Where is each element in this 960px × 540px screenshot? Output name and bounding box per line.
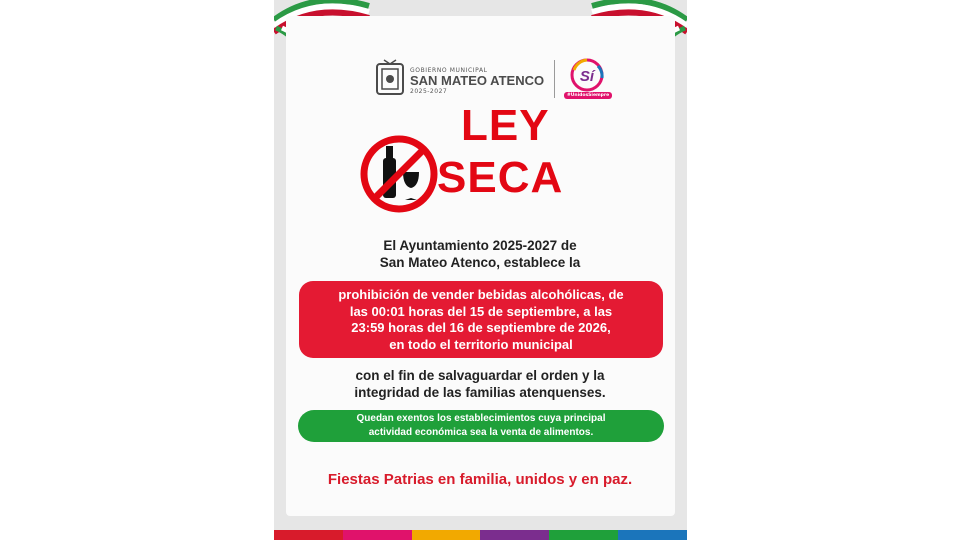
color-segment xyxy=(618,530,687,540)
color-segment xyxy=(480,530,549,540)
government-label: GOBIERNO MUNICIPAL xyxy=(410,67,488,74)
brand-color-bar xyxy=(274,530,687,540)
municipal-seal-icon xyxy=(374,58,406,98)
exemption-box xyxy=(298,410,664,442)
prohibition-line: en todo el territorio municipal xyxy=(389,336,573,352)
header-logos xyxy=(374,58,614,100)
purpose-line: integridad de las familias atenquenses. xyxy=(354,385,606,400)
term-years: 2025-2027 xyxy=(410,88,448,95)
intro-line: El Ayuntamiento 2025-2027 de xyxy=(383,238,577,253)
purpose-text xyxy=(320,367,640,401)
color-segment xyxy=(549,530,618,540)
prohibition-box xyxy=(299,281,663,358)
title-ley: LEY xyxy=(461,101,550,150)
purpose-line: con el fin de salvaguardar el orden y la xyxy=(355,368,605,383)
slogan: Fiestas Patrias en familia, unidos y en paz. xyxy=(327,471,633,488)
color-segment xyxy=(412,530,481,540)
exemption-line: Quedan exentos los establecimientos cuya principal xyxy=(356,413,606,424)
color-segment xyxy=(274,530,343,540)
no-alcohol-icon xyxy=(359,134,439,214)
si-logo-icon xyxy=(570,58,604,92)
logo-divider xyxy=(554,60,555,98)
exemption-line: actividad económica sea la venta de alimentos. xyxy=(368,427,594,438)
color-segment xyxy=(343,530,412,540)
municipality-name: SAN MATEO ATENCO xyxy=(410,73,545,88)
si-logo-text: Sí xyxy=(579,68,595,85)
intro-line: San Mateo Atenco, establece la xyxy=(379,255,581,270)
hashtag-badge: #UnidosSiempre xyxy=(564,92,612,99)
prohibition-line: prohibición de vender bebidas alcohólicas, de xyxy=(338,287,624,302)
prohibition-line: las 00:01 horas del 15 de septiembre, a las xyxy=(349,303,613,319)
intro-text xyxy=(320,237,640,271)
title-seca: SECA xyxy=(437,153,564,202)
prohibition-line: 23:59 horas del 16 de septiembre de 2026, xyxy=(351,320,611,335)
